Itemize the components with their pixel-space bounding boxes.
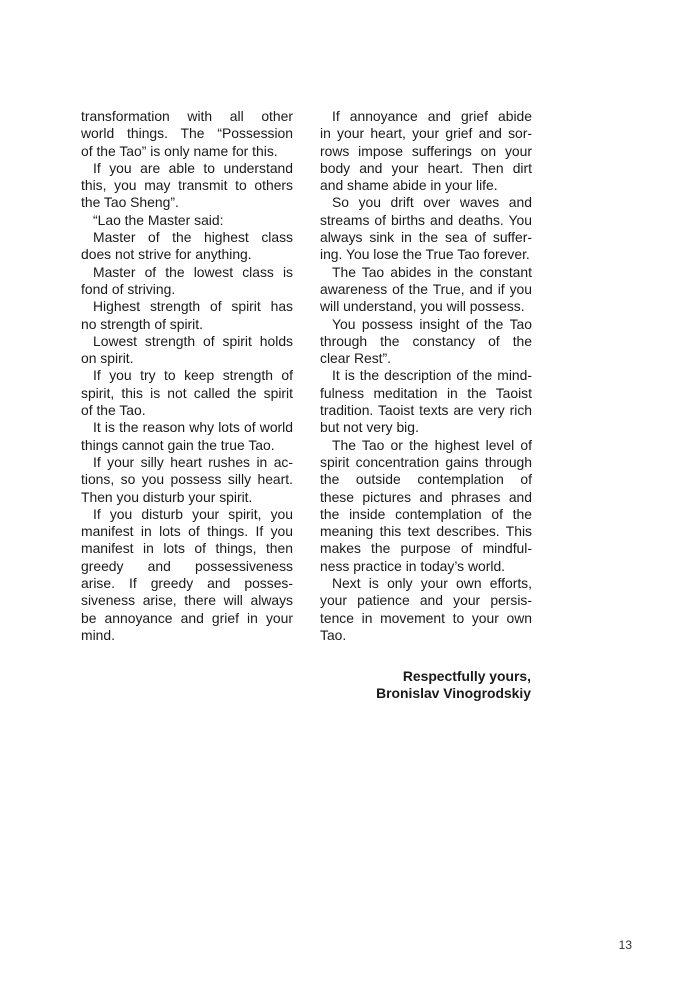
text-line: manifest in lots of things. If you xyxy=(81,523,293,540)
text-line: Tao. xyxy=(320,626,347,643)
page-number: 13 xyxy=(618,938,632,952)
text-line: tence in movement to your own xyxy=(320,609,532,626)
text-line: The Tao or the highest level of xyxy=(332,436,532,453)
text-line: meaning this text describes. This xyxy=(320,523,532,540)
text-line: arise. If greedy and posses- xyxy=(81,575,293,592)
text-line: these pictures and phrases and xyxy=(320,488,532,505)
text-line: ness practice in today’s world. xyxy=(320,557,506,574)
text-line: always sink in the sea of suffer- xyxy=(320,229,532,246)
text-line: If you disturb your spirit, you xyxy=(93,505,293,522)
text-line: streams of births and deaths. You xyxy=(320,211,532,228)
text-line: clear Rest”. xyxy=(320,350,392,367)
text-line: Lowest strength of spirit holds xyxy=(93,332,293,349)
text-line: manifest in lots of things, then xyxy=(81,540,293,557)
text-line: If you are able to understand xyxy=(93,159,293,176)
text-line: It is the description of the mind- xyxy=(332,367,532,384)
text-line: So you drift over waves and xyxy=(332,194,532,211)
text-line: It is the reason why lots of world xyxy=(93,419,293,436)
text-line: “Lao the Master said: xyxy=(93,211,224,228)
text-line: through the constancy of the xyxy=(320,332,532,349)
text-line: spirit, this is not called the spirit xyxy=(81,384,293,401)
text-line: rows impose sufferings on your xyxy=(320,142,532,159)
signature-block xyxy=(320,668,531,703)
text-line: mind. xyxy=(81,626,115,643)
text-line: things cannot gain the true Tao. xyxy=(81,436,275,453)
text-line: on spirit. xyxy=(81,350,134,367)
text-line: of the Tao. xyxy=(81,402,146,419)
right-text-column xyxy=(320,108,532,644)
text-line: greedy and possessiveness xyxy=(81,557,293,574)
signature-author: Bronislav Vinogrodskiy xyxy=(376,685,531,702)
text-line: siveness arise, there will always xyxy=(81,592,293,609)
signature-closing: Respectfully yours, xyxy=(402,668,531,684)
text-line: will understand, you will possess. xyxy=(320,298,525,315)
text-line: and shame abide in your life. xyxy=(320,177,498,194)
text-line: tradition. Taoist texts are very rich xyxy=(320,402,532,419)
text-line: Master of the lowest class is xyxy=(93,263,293,280)
text-line: Then you disturb your spirit. xyxy=(81,488,253,505)
text-line: Master of the highest class xyxy=(93,229,293,246)
text-line: the outside contemplation of xyxy=(320,471,532,488)
text-line: but not very big. xyxy=(320,419,419,436)
text-line: spirit concentration gains through xyxy=(320,453,532,470)
text-line: If you try to keep strength of xyxy=(93,367,293,384)
text-line: tions, so you possess silly heart. xyxy=(81,471,293,488)
text-line: makes the purpose of mindful- xyxy=(320,540,532,557)
text-line: be annoyance and grief in your xyxy=(81,609,293,626)
text-line: If annoyance and grief abide xyxy=(332,108,532,124)
text-line: the Tao Sheng”. xyxy=(81,194,179,211)
text-line: transformation with all other xyxy=(81,108,293,124)
text-line: fulness meditation in the Taoist xyxy=(320,384,532,401)
text-line: of the Tao” is only name for this. xyxy=(81,142,278,159)
text-line: the inside contemplation of the xyxy=(320,505,532,522)
text-line: Next is only your own efforts, xyxy=(332,575,532,592)
text-line: does not strive for anything. xyxy=(81,246,252,263)
text-line: no strength of spirit. xyxy=(81,315,203,332)
text-line: If your silly heart rushes in ac- xyxy=(93,453,293,470)
text-line: world things. The “Possession xyxy=(81,125,293,142)
text-line: awareness of the True, and if you xyxy=(320,280,532,297)
text-line: your patience and your persis- xyxy=(320,592,532,609)
text-line: You possess insight of the Tao xyxy=(332,315,532,332)
text-line: in your heart, your grief and sor- xyxy=(320,125,532,142)
text-line: Highest strength of spirit has xyxy=(93,298,293,315)
text-line: fond of striving. xyxy=(81,280,176,297)
text-line: ing. You lose the True Tao forever. xyxy=(320,246,530,263)
text-line: body and your heart. Then dirt xyxy=(320,159,532,176)
text-line: The Tao abides in the constant xyxy=(332,263,532,280)
left-text-column xyxy=(81,108,293,644)
text-line: this, you may transmit to others xyxy=(81,177,293,194)
